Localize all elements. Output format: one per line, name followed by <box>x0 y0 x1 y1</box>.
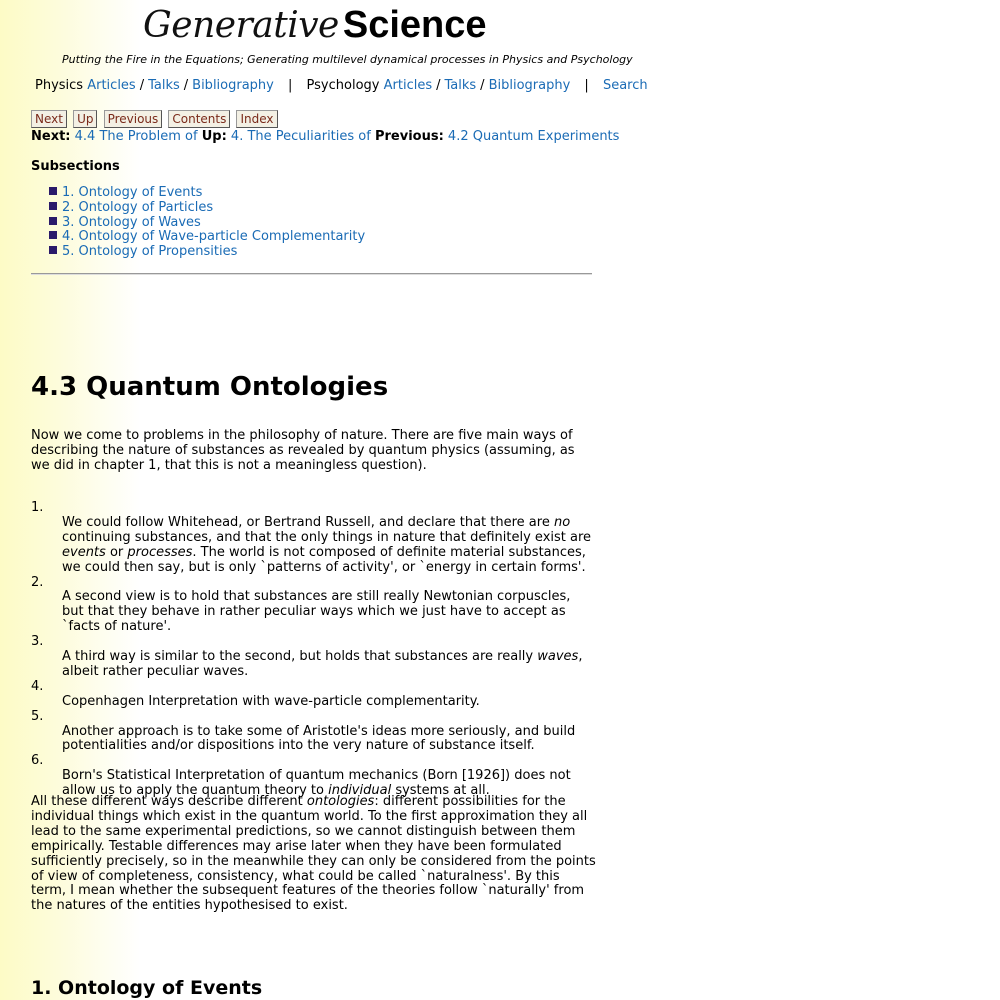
tagline: Putting the Fire in the Equations; Generating multilevel dynamical processes in Physics and Psychology <box>62 53 633 66</box>
search-link[interactable]: Search <box>602 78 648 93</box>
subsections-heading: Subsections <box>31 159 120 174</box>
text-run: Born's Statistical Interpretation of quantum mechanics (Born [1926]) does not allow us to apply the quantum theory to <box>62 768 571 799</box>
list-item <box>31 501 596 576</box>
previous-page-link[interactable]: 4.2 Quantum Experiments <box>447 129 620 144</box>
ontology-list <box>31 501 596 799</box>
subsection-link-propensities[interactable]: 5. Ontology of Propensities <box>62 244 238 260</box>
physics-talks-link[interactable]: Talks <box>148 78 180 93</box>
emphasis: waves <box>537 649 579 665</box>
list-item <box>31 635 596 680</box>
separator-slash: / <box>183 78 189 93</box>
bullet-square-icon <box>49 246 57 254</box>
list-number: 3. <box>31 634 44 650</box>
text-run: systems at all. <box>391 783 490 799</box>
separator-pipe: | <box>288 78 293 93</box>
next-page-link[interactable]: 4.4 The Problem of <box>74 129 198 144</box>
text-run: , albeit rather peculiar waves. <box>62 649 583 679</box>
intro-paragraph: Now we come to problems in the philosophy of nature. There are five main ways of describing the nature of substances as revealed by quantum physics (assuming, as we did in chapter 1, that this is not a meaningless question). <box>31 428 575 473</box>
emphasis: events <box>62 544 106 560</box>
previous-button[interactable]: Previous <box>104 110 163 128</box>
text-run: A third way is similar to the second, but holds that substances are really <box>62 649 538 665</box>
top-navigation <box>35 78 648 93</box>
conclusion-paragraph <box>31 795 596 914</box>
next-label: Next: <box>31 129 71 144</box>
text-run: or <box>105 544 128 560</box>
psychology-label: Psychology <box>306 78 380 93</box>
subsection-link-events[interactable]: 1. Ontology of Events <box>62 185 203 200</box>
separator-slash: / <box>139 78 145 93</box>
navigation-buttons <box>31 108 279 128</box>
psychology-bibliography-link[interactable]: Bibliography <box>488 78 571 93</box>
physics-bibliography-link[interactable]: Bibliography <box>192 78 274 93</box>
list-item <box>49 245 365 260</box>
separator-slash: / <box>436 78 441 93</box>
separator-pipe: | <box>584 78 589 93</box>
previous-label: Previous: <box>374 129 444 144</box>
subsection-link-particles[interactable]: 2. Ontology of Particles <box>62 199 214 215</box>
list-item <box>49 186 365 201</box>
up-label: Up: <box>201 129 227 144</box>
next-button[interactable]: Next <box>31 110 67 128</box>
up-page-link[interactable]: 4. The Peculiarities of <box>230 129 371 144</box>
list-item <box>49 230 365 245</box>
bullet-square-icon <box>49 231 57 239</box>
emphasis: processes <box>127 544 193 560</box>
subsections-list <box>49 186 365 260</box>
psychology-articles-link[interactable]: Articles <box>383 78 433 93</box>
list-item <box>31 754 596 799</box>
contents-button[interactable]: Contents <box>168 110 230 128</box>
separator-slash: / <box>480 78 485 93</box>
emphasis: no <box>553 514 571 530</box>
site-logo[interactable] <box>143 4 487 48</box>
horizontal-divider <box>31 273 592 275</box>
list-item <box>49 216 365 231</box>
subsection-link-complementarity[interactable]: 4. Ontology of Wave-particle Complementarity <box>62 229 366 245</box>
list-number: 4. <box>31 678 44 694</box>
list-item <box>31 710 596 755</box>
text-run: continuing substances, and that the only things in nature that definitely exist are <box>62 529 592 545</box>
text-run: : different possibilities for the individual things which exist in the quantum world. To the first approximation they all lead to the same experimental predictions, so we cannot distinguish between them empirically. Testable differences may arise later when they have been formulated sufficiently precisely, so in the meanwhile they can only be considered from the points of view of completeness, consistency, what could be called `naturalness'. By this term, I mean whether the subsequent features of the theories follow `naturally' from the natures of the entities hypothesised to exist. <box>31 794 596 914</box>
next-up-previous-links <box>31 129 619 144</box>
physics-articles-link[interactable]: Articles <box>87 78 136 93</box>
list-number: 6. <box>31 753 44 769</box>
bullet-square-icon <box>49 187 57 195</box>
list-item <box>31 576 596 636</box>
list-item-text: Copenhagen Interpretation with wave-particle complementarity. <box>62 693 480 709</box>
bullet-square-icon <box>49 217 57 225</box>
up-button[interactable]: Up <box>73 110 97 128</box>
list-item <box>31 680 596 710</box>
list-number: 5. <box>31 708 44 724</box>
emphasis: ontologies <box>306 794 375 809</box>
psychology-talks-link[interactable]: Talks <box>444 78 477 93</box>
subsection-link-waves[interactable]: 3. Ontology of Waves <box>62 214 201 230</box>
emphasis: individual <box>328 783 392 799</box>
logo-science: Science <box>342 4 487 46</box>
logo-generative: Generative <box>143 5 339 46</box>
text-run: . The world is not composed of definite material substances, we could then say, but is only `patterns of activity', or `energy in certain forms'. <box>62 544 586 575</box>
section-heading-events: 1. Ontology of Events <box>31 977 263 999</box>
physics-label: Physics <box>35 78 84 93</box>
list-item-text <box>62 516 596 576</box>
list-number: 2. <box>31 574 44 590</box>
bullet-square-icon <box>49 202 57 210</box>
list-item-text: Another approach is to take some of Aristotle's ideas more seriously, and build potentialities and/or dispositions into the very nature of substance itself. <box>62 723 576 754</box>
list-item <box>49 201 365 216</box>
text-run: We could follow Whitehead, or Bertrand Russell, and declare that there are <box>62 514 554 530</box>
page-title: 4.3 Quantum Ontologies <box>31 372 389 402</box>
text-run: All these different ways describe different <box>31 794 307 809</box>
list-item-text <box>62 650 596 680</box>
list-item-text: A second view is to hold that substances are still really Newtonian corpuscles, but that they behave in rather peculiar ways which we just have to accept as `facts of nature'. <box>62 589 571 635</box>
index-button[interactable]: Index <box>236 110 277 128</box>
list-number: 1. <box>31 500 44 515</box>
